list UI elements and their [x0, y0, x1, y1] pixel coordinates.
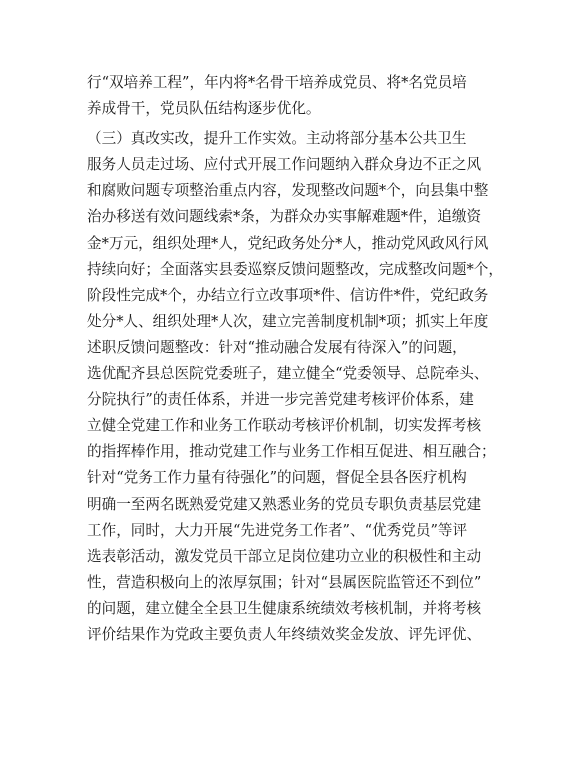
text-line: 阶段性完成*个，办结立行立改事项*件、信访件*件，党纪政务: [87, 286, 489, 304]
text-line: 养成骨干，党员队伍结构逐步优化。: [87, 100, 321, 118]
text-line: 和腐败问题专项整治重点内容，发现整改问题*个，向县集中整: [87, 182, 489, 200]
text-line: 述职反馈问题整改：针对“推动融合发展有待深入”的问题，: [87, 338, 467, 356]
text-line: 性，营造积极向上的浓厚氛围；针对“县属医院监管还不到位”: [87, 573, 482, 591]
paragraph-2: [87, 126, 507, 648]
text-line: 持续向好；全面落实县委巡察反馈问题整改，完成整改问题*个，: [87, 260, 503, 278]
text-line: 分院执行”的责任体系，并进一步完善党建考核评价体系，建: [87, 391, 474, 409]
text-line: 治办移送有效问题线索*条，为群众办实事解难题*件，追缴资: [87, 208, 482, 226]
text-line: 选优配齐县总医院党委班子，建立健全“党委领导、总院牵头、: [87, 365, 489, 383]
text-line: 针对“党务工作力量有待强化”的问题，督促全县各医疗机构: [87, 469, 467, 487]
text-line: 工作，同时，大力开展“先进党务工作者”、“优秀党员”等评: [87, 521, 468, 539]
text-line: 的问题，建立健全全县卫生健康系统绩效考核机制，并将考核: [87, 599, 482, 617]
text-line: 明确一至两名既熟爱党建又熟悉业务的党员专职负责基层党建: [87, 495, 482, 513]
text-line: 行“双培养工程”，年内将*名骨干培养成党员、将*名党员培: [87, 74, 467, 91]
text-line: 处分*人、组织处理*人次，建立完善制度机制*项；抓实上年度: [87, 312, 489, 330]
body-text: [87, 70, 507, 648]
text-line: （三）真改实改，提升工作实效。主动将部分基本公共卫生: [87, 130, 467, 148]
text-line: 评价结果作为党政主要负责人年终绩效奖金发放、评先评优、: [87, 625, 482, 643]
paragraph-1: [87, 70, 507, 122]
text-line: 选表彰活动，激发党员干部立足岗位建功立业的积极性和主动: [87, 547, 482, 565]
text-line: 立健全党建工作和业务工作联动考核评价机制，切实发挥考核: [87, 417, 482, 435]
text-line: 的指挥棒作用，推动党建工作与业务工作相互促进、相互融合；: [87, 443, 496, 461]
text-line: 服务人员走过场、应付式开展工作问题纳入群众身边不正之风: [87, 156, 482, 174]
text-line: 金*万元，组织处理*人，党纪政务处分*人，推动党风政风行风: [87, 234, 489, 252]
